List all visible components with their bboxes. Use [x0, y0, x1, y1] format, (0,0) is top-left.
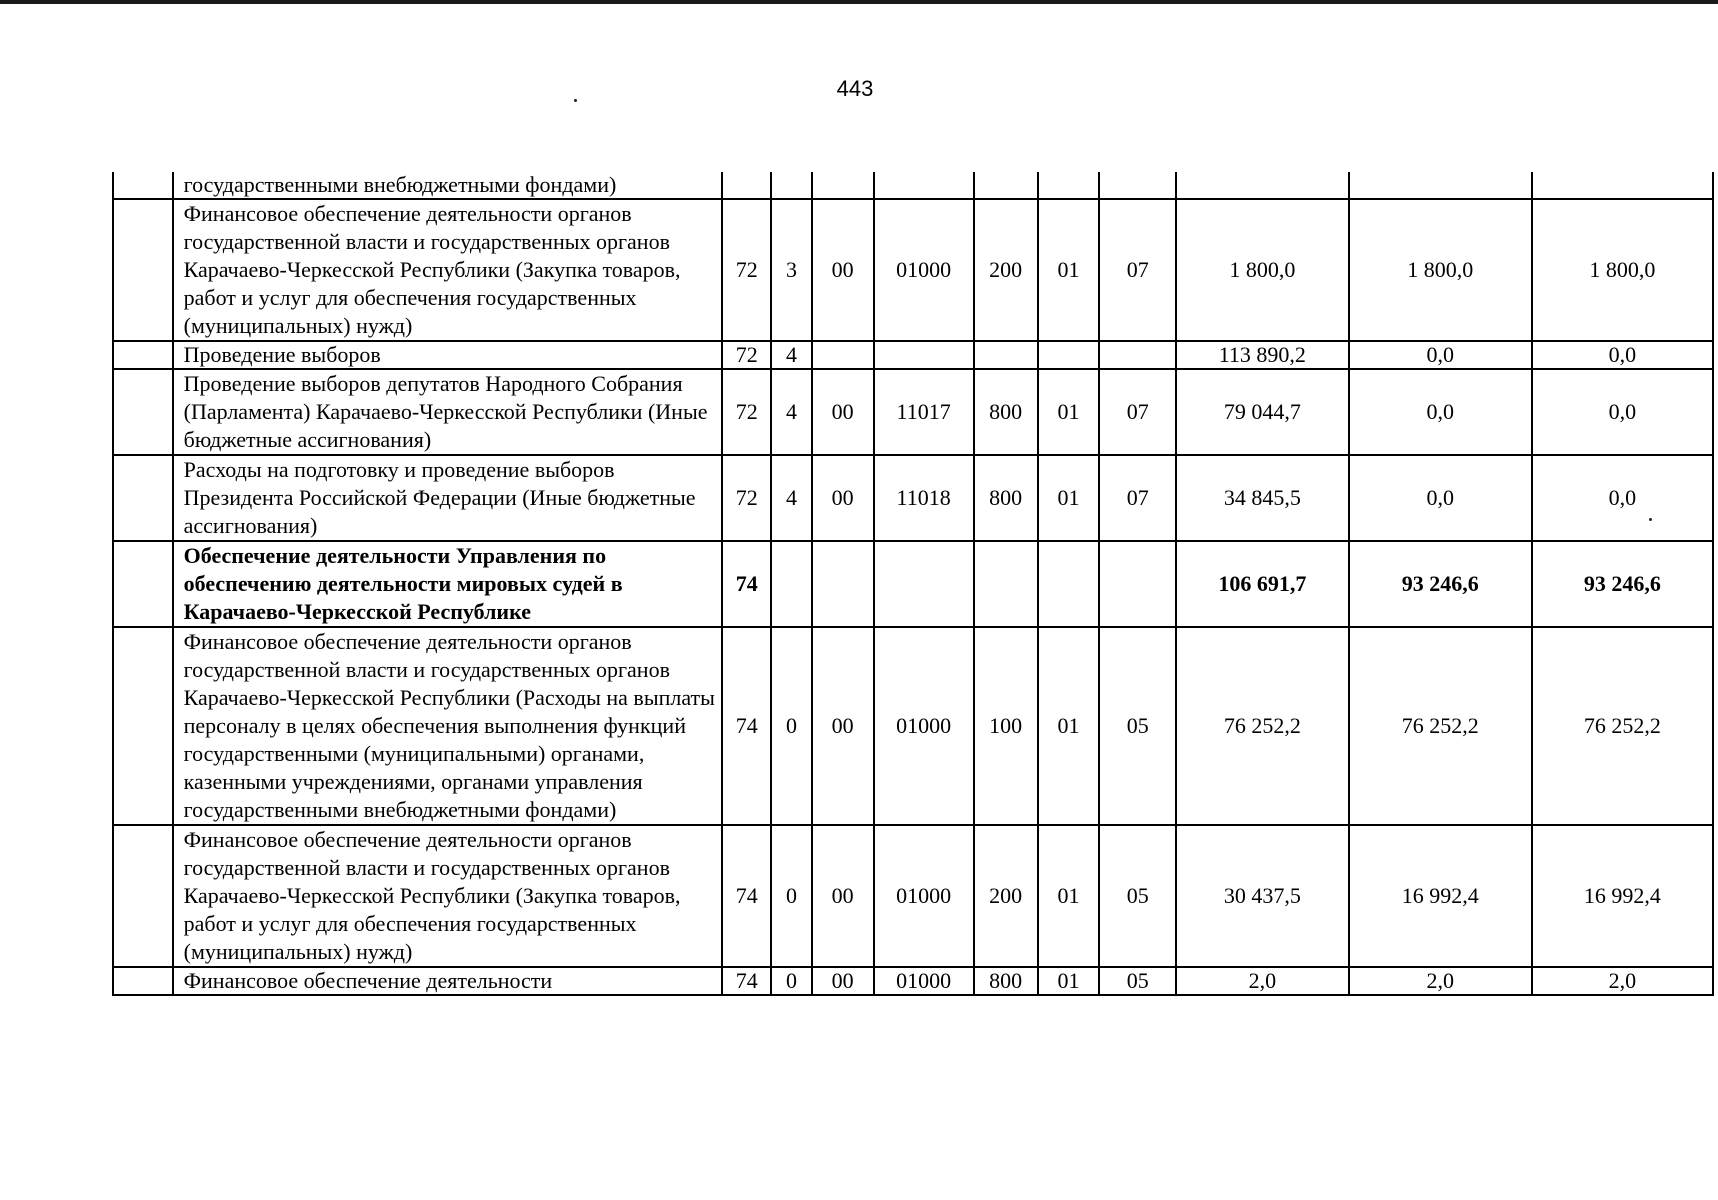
code-cell — [1099, 172, 1176, 199]
code-cell — [812, 341, 874, 369]
table-row-section-total — [113, 541, 1713, 627]
code-cell: 800 — [974, 967, 1038, 995]
amount-year2-cell: 0,0 — [1349, 369, 1532, 455]
amount-year3-cell: 1 800,0 — [1532, 199, 1713, 341]
row-number-cell — [113, 199, 173, 341]
code-cell: 01 — [1038, 455, 1100, 541]
description-cell: Расходы на подготовку и проведение выборов Президента Российской Федерации (Иные бюджетные ассигнования) — [173, 455, 723, 541]
table-row — [113, 172, 1713, 199]
code-cell: 100 — [974, 627, 1038, 825]
amount-year2-cell: 16 992,4 — [1349, 825, 1532, 967]
code-cell: 0 — [771, 967, 811, 995]
code-cell — [974, 172, 1038, 199]
code-cell: 07 — [1099, 455, 1176, 541]
code-cell: 00 — [812, 627, 874, 825]
code-cell: 05 — [1099, 825, 1176, 967]
row-number-cell — [113, 825, 173, 967]
code-cell — [1038, 172, 1100, 199]
code-cell — [974, 341, 1038, 369]
code-cell: 200 — [974, 825, 1038, 967]
code-cell: 72 — [722, 369, 771, 455]
amount-year3-cell: 0,0 — [1532, 341, 1713, 369]
description-cell: Проведение выборов депутатов Народного Собрания (Парламента) Карачаево-Черкесской Республики (Иные бюджетные ассигнования) — [173, 369, 723, 455]
code-cell: 07 — [1099, 369, 1176, 455]
description-cell: Финансовое обеспечение деятельности органов государственной власти и государственных органов Карачаево-Черкесской Республики (Расходы на выплаты персоналу в целях обеспечения выполнения функций государственными (муниципальными) органами, казенными учреждениями, органами управления государственными внебюджетными фондами) — [173, 627, 723, 825]
code-cell: 01000 — [874, 967, 974, 995]
code-cell — [1099, 341, 1176, 369]
amount-year1-cell: 2,0 — [1176, 967, 1349, 995]
amount-year2-cell: 76 252,2 — [1349, 627, 1532, 825]
code-cell: 74 — [722, 967, 771, 995]
row-number-cell — [113, 541, 173, 627]
row-number-cell — [113, 172, 173, 199]
table-row — [113, 199, 1713, 341]
amount-year2-cell: 93 246,6 — [1349, 541, 1532, 627]
code-cell: 00 — [812, 825, 874, 967]
amount-year1-cell: 113 890,2 — [1176, 341, 1349, 369]
amount-year1-cell: 76 252,2 — [1176, 627, 1349, 825]
code-cell: 800 — [974, 455, 1038, 541]
code-cell: 07 — [1099, 199, 1176, 341]
row-number-cell — [113, 627, 173, 825]
code-cell: 72 — [722, 455, 771, 541]
code-cell: 05 — [1099, 967, 1176, 995]
code-cell: 72 — [722, 199, 771, 341]
table-row — [113, 967, 1713, 995]
code-cell: 01000 — [874, 199, 974, 341]
code-cell — [771, 541, 811, 627]
amount-year2-cell — [1349, 172, 1532, 199]
amount-year1-cell: 79 044,7 — [1176, 369, 1349, 455]
code-cell — [1038, 341, 1100, 369]
row-number-cell — [113, 369, 173, 455]
description-cell: Финансовое обеспечение деятельности — [173, 967, 723, 995]
amount-year2-cell: 0,0 — [1349, 455, 1532, 541]
amount-year3-cell: 76 252,2 — [1532, 627, 1713, 825]
amount-year1-cell: 106 691,7 — [1176, 541, 1349, 627]
code-cell: 800 — [974, 369, 1038, 455]
code-cell: 4 — [771, 341, 811, 369]
row-number-cell — [113, 967, 173, 995]
table-row — [113, 627, 1713, 825]
amount-year1-cell: 34 845,5 — [1176, 455, 1349, 541]
amount-year2-cell: 2,0 — [1349, 967, 1532, 995]
amount-year1-cell — [1176, 172, 1349, 199]
code-cell: 00 — [812, 967, 874, 995]
code-cell — [771, 172, 811, 199]
code-cell: 00 — [812, 199, 874, 341]
code-cell: 01 — [1038, 967, 1100, 995]
code-cell: 00 — [812, 369, 874, 455]
page-number: 443 — [836, 76, 874, 101]
description-cell: Финансовое обеспечение деятельности органов государственной власти и государственных органов Карачаево-Черкесской Республики (Закупка товаров, работ и услуг для обеспечения государственных (муниципальных) нужд) — [173, 199, 723, 341]
code-cell: 0 — [771, 627, 811, 825]
amount-year1-cell: 1 800,0 — [1176, 199, 1349, 341]
code-cell: 0 — [771, 825, 811, 967]
table-row — [113, 369, 1713, 455]
code-cell — [722, 172, 771, 199]
code-cell — [874, 341, 974, 369]
description-cell: Финансовое обеспечение деятельности органов государственной власти и государственных органов Карачаево-Черкесской Республики (Закупка товаров, работ и услуг для обеспечения государственных (муниципальных) нужд) — [173, 825, 723, 967]
code-cell: 74 — [722, 541, 771, 627]
code-cell: 4 — [771, 369, 811, 455]
code-cell: 74 — [722, 627, 771, 825]
code-cell: 01 — [1038, 199, 1100, 341]
description-cell: государственными внебюджетными фондами) — [173, 172, 723, 199]
scan-artifact — [574, 99, 577, 102]
code-cell: 4 — [771, 455, 811, 541]
code-cell — [874, 541, 974, 627]
code-cell: 00 — [812, 455, 874, 541]
amount-year2-cell: 1 800,0 — [1349, 199, 1532, 341]
code-cell: 11017 — [874, 369, 974, 455]
amount-year2-cell: 0,0 — [1349, 341, 1532, 369]
amount-year1-cell: 30 437,5 — [1176, 825, 1349, 967]
amount-year3-cell — [1532, 172, 1713, 199]
amount-year3-cell: 2,0 — [1532, 967, 1713, 995]
code-cell — [812, 172, 874, 199]
code-cell — [974, 541, 1038, 627]
code-cell: 11018 — [874, 455, 974, 541]
table-row — [113, 825, 1713, 967]
code-cell: 74 — [722, 825, 771, 967]
code-cell — [1099, 541, 1176, 627]
row-number-cell — [113, 455, 173, 541]
budget-table — [112, 172, 1714, 996]
code-cell: 72 — [722, 341, 771, 369]
table-row — [113, 455, 1713, 541]
amount-year3-cell: 16 992,4 — [1532, 825, 1713, 967]
code-cell: 3 — [771, 199, 811, 341]
code-cell — [874, 172, 974, 199]
code-cell: 200 — [974, 199, 1038, 341]
code-cell — [1038, 541, 1100, 627]
code-cell: 01000 — [874, 825, 974, 967]
code-cell: 01 — [1038, 825, 1100, 967]
description-cell: Проведение выборов — [173, 341, 723, 369]
amount-year3-cell: 93 246,6 — [1532, 541, 1713, 627]
code-cell — [812, 541, 874, 627]
table-row — [113, 341, 1713, 369]
description-cell: Обеспечение деятельности Управления по обеспечению деятельности мировых судей в Карачаево-Черкесской Республике — [173, 541, 723, 627]
scan-top-edge — [0, 0, 1718, 4]
amount-year3-cell: 0,0 — [1532, 369, 1713, 455]
amount-year3-cell: 0,0 — [1532, 455, 1713, 541]
code-cell: 01 — [1038, 369, 1100, 455]
row-number-cell — [113, 341, 173, 369]
code-cell: 01000 — [874, 627, 974, 825]
code-cell: 05 — [1099, 627, 1176, 825]
code-cell: 01 — [1038, 627, 1100, 825]
